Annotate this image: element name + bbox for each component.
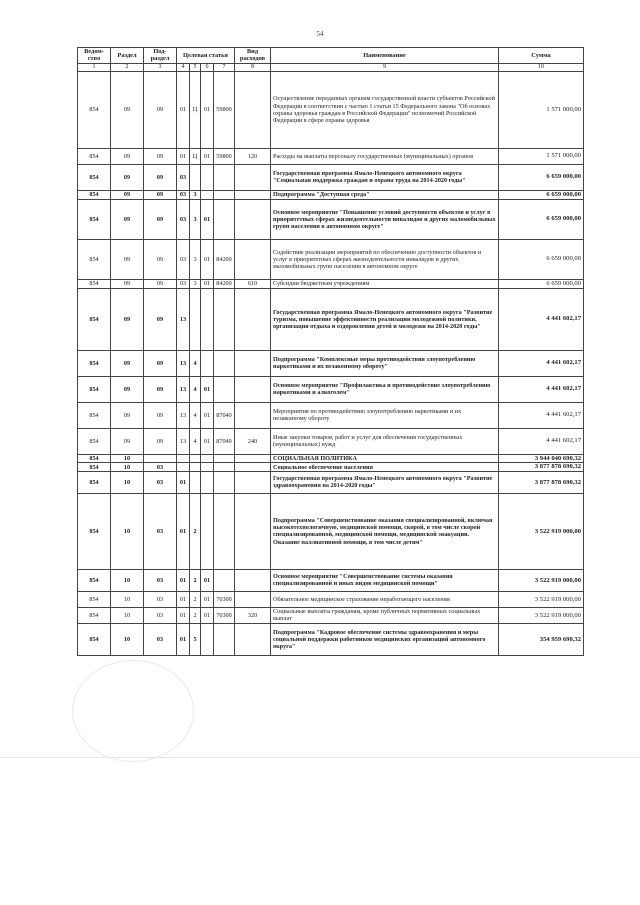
row-razdel: 09 — [111, 164, 144, 190]
row-vedomstvo: 854 — [78, 402, 111, 428]
row-razdel: 09 — [111, 199, 144, 239]
row-ts-event — [201, 288, 214, 350]
table-row — [78, 199, 584, 239]
row-ts-direction — [214, 376, 235, 402]
table-row — [78, 376, 584, 402]
column-index-row — [78, 63, 584, 71]
row-ts-direction: 70300 — [214, 607, 235, 623]
row-summa: 3 522 919 000,00 — [499, 591, 584, 607]
row-summa: 6 659 000,00 — [499, 279, 584, 288]
row-vedomstvo: 854 — [78, 591, 111, 607]
row-naimenovanie: Основное мероприятие "Совершенствование системы оказания специализированной и иных видов медицинской помощи" — [271, 569, 499, 591]
row-vid-rashodov: 610 — [235, 279, 271, 288]
row-razdel: 10 — [111, 463, 144, 472]
row-ts-direction — [214, 569, 235, 591]
row-vid-rashodov: 320 — [235, 607, 271, 623]
table-row — [78, 569, 584, 591]
row-naimenovanie: Государственная программа Ямало-Ненецкого автономного округа "Развитие туризма, повышение эффективности реализации молодежной политики, организация отдыха и оздоровления детей и молодежи на 2014-2020 годы" — [271, 288, 499, 350]
row-ts-direction — [214, 190, 235, 199]
row-ts-event: 01 — [201, 569, 214, 591]
col-index: 5 — [190, 63, 201, 71]
table-row — [78, 607, 584, 623]
row-ts-subprogram: 3 — [190, 199, 201, 239]
row-vid-rashodov — [235, 376, 271, 402]
row-ts-program: 13 — [177, 376, 190, 402]
row-razdel: 10 — [111, 471, 144, 493]
row-summa: 3 522 919 000,00 — [499, 607, 584, 623]
page-fold-line — [0, 757, 640, 758]
row-podrazdel — [144, 454, 177, 463]
row-ts-event — [201, 350, 214, 376]
row-ts-subprogram: Ц — [190, 71, 201, 148]
row-razdel: 09 — [111, 239, 144, 279]
row-podrazdel: 09 — [144, 402, 177, 428]
row-vedomstvo: 854 — [78, 569, 111, 591]
row-podrazdel: 09 — [144, 279, 177, 288]
row-podrazdel: 03 — [144, 607, 177, 623]
row-ts-program — [177, 454, 190, 463]
row-vid-rashodov — [235, 402, 271, 428]
table-row — [78, 463, 584, 472]
table-row — [78, 591, 584, 607]
row-naimenovanie: Подпрограмма "Доступная среда" — [271, 190, 499, 199]
header-vedomstvo: Ведом-ство — [78, 48, 111, 64]
row-vedomstvo: 854 — [78, 350, 111, 376]
row-summa: 3 944 040 690,32 — [499, 454, 584, 463]
row-podrazdel: 09 — [144, 199, 177, 239]
row-razdel: 10 — [111, 591, 144, 607]
row-summa: 4 441 602,17 — [499, 376, 584, 402]
row-razdel: 09 — [111, 279, 144, 288]
row-summa: 4 441 602,17 — [499, 350, 584, 376]
row-ts-event — [201, 454, 214, 463]
col-index: 9 — [271, 63, 499, 71]
col-index: 4 — [177, 63, 190, 71]
row-ts-event: 01 — [201, 591, 214, 607]
row-summa: 354 959 690,32 — [499, 623, 584, 655]
row-vid-rashodov — [235, 591, 271, 607]
row-vid-rashodov — [235, 239, 271, 279]
row-podrazdel: 03 — [144, 471, 177, 493]
row-ts-subprogram: Ц — [190, 148, 201, 164]
row-ts-subprogram: 2 — [190, 569, 201, 591]
table-row — [78, 190, 584, 199]
row-ts-program: 13 — [177, 350, 190, 376]
table-row — [78, 471, 584, 493]
row-vedomstvo: 854 — [78, 148, 111, 164]
row-vid-rashodov — [235, 288, 271, 350]
row-vid-rashodov — [235, 493, 271, 569]
row-naimenovanie: Государственная программа Ямало-Ненецкого автономного округа "Развитие здравоохранения на 2014-2020 годы" — [271, 471, 499, 493]
header-tselevaya-statya: Целевая статья — [177, 48, 235, 64]
row-podrazdel: 09 — [144, 148, 177, 164]
row-summa: 6 659 000,00 — [499, 239, 584, 279]
row-ts-subprogram: 3 — [190, 279, 201, 288]
row-vid-rashodov — [235, 190, 271, 199]
row-vid-rashodov — [235, 623, 271, 655]
page-number: 54 — [316, 30, 324, 38]
row-razdel: 09 — [111, 350, 144, 376]
row-razdel: 10 — [111, 454, 144, 463]
row-naimenovanie: Подпрограмма "Комплексные меры противодействия злоупотреблению наркотиками и их незаконному обороту" — [271, 350, 499, 376]
row-ts-subprogram: 3 — [190, 239, 201, 279]
row-ts-program: 03 — [177, 279, 190, 288]
row-ts-direction: 70300 — [214, 591, 235, 607]
row-podrazdel: 09 — [144, 239, 177, 279]
row-vid-rashodov — [235, 199, 271, 239]
row-ts-direction: 87040 — [214, 402, 235, 428]
row-summa: 4 441 602,17 — [499, 288, 584, 350]
row-podrazdel: 03 — [144, 463, 177, 472]
row-summa: 4 441 602,17 — [499, 402, 584, 428]
row-ts-subprogram — [190, 164, 201, 190]
faded-stamp — [72, 660, 194, 762]
row-naimenovanie: Содействие реализации мероприятий по обеспечению доступности объектов и услуг в приоритетных сферах жизнедеятельности инвалидов и других маломобильных групп населения в автономном округе — [271, 239, 499, 279]
row-ts-program: 01 — [177, 71, 190, 148]
row-ts-event: 01 — [201, 428, 214, 454]
row-ts-event: 01 — [201, 148, 214, 164]
table-row — [78, 350, 584, 376]
row-razdel: 09 — [111, 190, 144, 199]
row-ts-event: 01 — [201, 402, 214, 428]
row-ts-program: 03 — [177, 190, 190, 199]
header-podrazdel: Под-раздел — [144, 48, 177, 64]
row-naimenovanie: Иные закупки товаров, работ и услуг для обеспечения государственных (муниципальных) нужд — [271, 428, 499, 454]
row-summa: 1 571 000,00 — [499, 148, 584, 164]
row-naimenovanie: Социальные выплаты гражданам, кроме публичных нормативных социальных выплат — [271, 607, 499, 623]
row-naimenovanie: Подпрограмма "Совершенствование оказания специализированной, включая высокотехнологичную, медицинской помощи, скорой, в том числе скорой специализированной, медицинской помощи, медицинской эвакуации. Оказание паллиативной помощи, в том числе детям" — [271, 493, 499, 569]
row-ts-program: 03 — [177, 239, 190, 279]
row-vid-rashodov — [235, 71, 271, 148]
row-summa: 1 571 000,00 — [499, 71, 584, 148]
header-razdel: Раздел — [111, 48, 144, 64]
table-row — [78, 402, 584, 428]
row-ts-program: 01 — [177, 493, 190, 569]
row-ts-event — [201, 164, 214, 190]
col-index: 3 — [144, 63, 177, 71]
row-vedomstvo: 854 — [78, 239, 111, 279]
row-ts-subprogram: 2 — [190, 493, 201, 569]
row-razdel: 09 — [111, 428, 144, 454]
row-summa: 6 659 000,00 — [499, 190, 584, 199]
row-ts-program: 01 — [177, 148, 190, 164]
table-row — [78, 428, 584, 454]
row-naimenovanie: Государственная программа Ямало-Ненецкого автономного округа "Социальная поддержка граждан и охрана труда на 2014-2020 годы" — [271, 164, 499, 190]
row-podrazdel: 09 — [144, 376, 177, 402]
row-vedomstvo: 854 — [78, 607, 111, 623]
header-vid-rashodov: Вид расходов — [235, 48, 271, 64]
row-vedomstvo: 854 — [78, 471, 111, 493]
row-ts-direction — [214, 493, 235, 569]
row-podrazdel: 03 — [144, 493, 177, 569]
row-ts-direction — [214, 350, 235, 376]
row-vedomstvo: 854 — [78, 493, 111, 569]
row-razdel: 10 — [111, 569, 144, 591]
row-ts-direction — [214, 623, 235, 655]
row-ts-subprogram: 4 — [190, 376, 201, 402]
table-row — [78, 454, 584, 463]
row-ts-direction: 59800 — [214, 148, 235, 164]
row-vid-rashodov: 240 — [235, 428, 271, 454]
table-row — [78, 71, 584, 148]
row-naimenovanie: Осуществление переданных органам государственной власти субъектов Российской Федерации в соответствии с частью 1 статьи 15 Федерального закона "Об основах охраны здоровья граждан в Российской Федерации" полномочий Российской Федерации в сфере охраны здоровья — [271, 71, 499, 148]
row-naimenovanie: Расходы на выплаты персоналу государственных (муниципальных) органов — [271, 148, 499, 164]
row-ts-subprogram: 5 — [190, 623, 201, 655]
row-ts-program: 01 — [177, 569, 190, 591]
row-podrazdel: 03 — [144, 623, 177, 655]
row-naimenovanie: Основное мероприятие "Профилактика и противодействие злоупотреблению наркотиками и алкоголем" — [271, 376, 499, 402]
row-naimenovanie: Социальное обеспечение населения — [271, 463, 499, 472]
col-index: 2 — [111, 63, 144, 71]
row-naimenovanie: Обязательное медицинское страхование неработающего населения — [271, 591, 499, 607]
row-podrazdel: 09 — [144, 164, 177, 190]
col-index: 8 — [235, 63, 271, 71]
row-ts-event — [201, 190, 214, 199]
row-vedomstvo: 854 — [78, 463, 111, 472]
row-ts-program: 13 — [177, 402, 190, 428]
row-razdel: 09 — [111, 376, 144, 402]
row-ts-program: 01 — [177, 623, 190, 655]
row-ts-direction: 84200 — [214, 279, 235, 288]
row-ts-subprogram: 2 — [190, 591, 201, 607]
table-body — [78, 71, 584, 655]
row-ts-event: 01 — [201, 239, 214, 279]
row-razdel: 10 — [111, 493, 144, 569]
table-row — [78, 493, 584, 569]
row-ts-event: 01 — [201, 199, 214, 239]
row-vid-rashodov — [235, 350, 271, 376]
row-naimenovanie: СОЦИАЛЬНАЯ ПОЛИТИКА — [271, 454, 499, 463]
row-ts-direction — [214, 164, 235, 190]
table-header-row — [78, 48, 584, 64]
row-ts-subprogram: 4 — [190, 402, 201, 428]
row-ts-event: 01 — [201, 376, 214, 402]
row-summa: 3 522 919 000,00 — [499, 569, 584, 591]
row-summa: 6 659 000,00 — [499, 164, 584, 190]
row-ts-event: 01 — [201, 279, 214, 288]
table-row — [78, 288, 584, 350]
row-vedomstvo: 854 — [78, 428, 111, 454]
row-naimenovanie: Подпрограмма "Кадровое обеспечение системы здравоохранения и меры социальной поддержки работников медицинских организаций автономного округа" — [271, 623, 499, 655]
row-ts-subprogram: 2 — [190, 607, 201, 623]
row-ts-event — [201, 471, 214, 493]
table-row — [78, 279, 584, 288]
row-naimenovanie: Субсидии бюджетным учреждениям — [271, 279, 499, 288]
row-vedomstvo: 854 — [78, 164, 111, 190]
budget-table — [77, 47, 584, 656]
row-ts-program: 13 — [177, 428, 190, 454]
row-razdel: 10 — [111, 607, 144, 623]
row-podrazdel: 09 — [144, 190, 177, 199]
col-index: 6 — [201, 63, 214, 71]
row-ts-event: 01 — [201, 607, 214, 623]
row-summa: 6 659 000,00 — [499, 199, 584, 239]
row-summa: 3 877 878 690,32 — [499, 463, 584, 472]
row-razdel: 10 — [111, 623, 144, 655]
row-ts-event — [201, 463, 214, 472]
row-ts-subprogram — [190, 454, 201, 463]
row-summa: 4 441 602,17 — [499, 428, 584, 454]
row-razdel: 09 — [111, 288, 144, 350]
row-ts-program: 13 — [177, 288, 190, 350]
row-vedomstvo: 854 — [78, 376, 111, 402]
row-podrazdel: 09 — [144, 71, 177, 148]
row-vedomstvo: 854 — [78, 288, 111, 350]
row-ts-program: 01 — [177, 471, 190, 493]
table-row — [78, 164, 584, 190]
row-vid-rashodov — [235, 454, 271, 463]
row-ts-program: 01 — [177, 591, 190, 607]
row-ts-subprogram — [190, 288, 201, 350]
row-vedomstvo: 854 — [78, 71, 111, 148]
row-summa: 3 522 919 000,00 — [499, 493, 584, 569]
row-ts-event: 01 — [201, 71, 214, 148]
row-ts-direction — [214, 463, 235, 472]
row-vid-rashodov: 120 — [235, 148, 271, 164]
row-podrazdel: 09 — [144, 288, 177, 350]
row-vedomstvo: 854 — [78, 279, 111, 288]
table-row — [78, 623, 584, 655]
row-ts-subprogram — [190, 463, 201, 472]
row-ts-direction — [214, 454, 235, 463]
row-razdel: 09 — [111, 402, 144, 428]
row-ts-program: 03 — [177, 164, 190, 190]
row-ts-direction: 84200 — [214, 239, 235, 279]
row-ts-event — [201, 493, 214, 569]
row-podrazdel: 09 — [144, 350, 177, 376]
row-vid-rashodov — [235, 569, 271, 591]
row-podrazdel: 03 — [144, 569, 177, 591]
row-vedomstvo: 854 — [78, 623, 111, 655]
table-row — [78, 148, 584, 164]
row-ts-direction — [214, 199, 235, 239]
row-vid-rashodov — [235, 164, 271, 190]
row-ts-direction: 87040 — [214, 428, 235, 454]
header-summa: Сумма — [499, 48, 584, 64]
row-vedomstvo: 854 — [78, 454, 111, 463]
row-summa: 3 877 878 690,32 — [499, 471, 584, 493]
header-naimenovanie: Наименование — [271, 48, 499, 64]
row-ts-direction — [214, 471, 235, 493]
row-ts-program: 01 — [177, 607, 190, 623]
row-vedomstvo: 854 — [78, 199, 111, 239]
row-ts-subprogram — [190, 471, 201, 493]
row-naimenovanie: Мероприятия по противодействию злоупотреблению наркотиками и их незаконному обороту — [271, 402, 499, 428]
row-razdel: 09 — [111, 148, 144, 164]
row-podrazdel: 09 — [144, 428, 177, 454]
col-index: 7 — [214, 63, 235, 71]
row-ts-event — [201, 623, 214, 655]
row-podrazdel: 03 — [144, 591, 177, 607]
row-ts-program: 03 — [177, 199, 190, 239]
row-ts-subprogram: 3 — [190, 190, 201, 199]
row-vid-rashodov — [235, 471, 271, 493]
row-vedomstvo: 854 — [78, 190, 111, 199]
row-ts-program — [177, 463, 190, 472]
table-row — [78, 239, 584, 279]
col-index: 10 — [499, 63, 584, 71]
col-index: 1 — [78, 63, 111, 71]
row-ts-subprogram: 4 — [190, 428, 201, 454]
row-vid-rashodov — [235, 463, 271, 472]
row-ts-subprogram: 4 — [190, 350, 201, 376]
row-ts-direction: 59800 — [214, 71, 235, 148]
row-razdel: 09 — [111, 71, 144, 148]
row-naimenovanie: Основное мероприятие "Повышение условий доступности объектов и услуг в приоритетных сферах жизнедеятельности инвалидов и других маломобильных групп населения в автономном округе" — [271, 199, 499, 239]
row-ts-direction — [214, 288, 235, 350]
